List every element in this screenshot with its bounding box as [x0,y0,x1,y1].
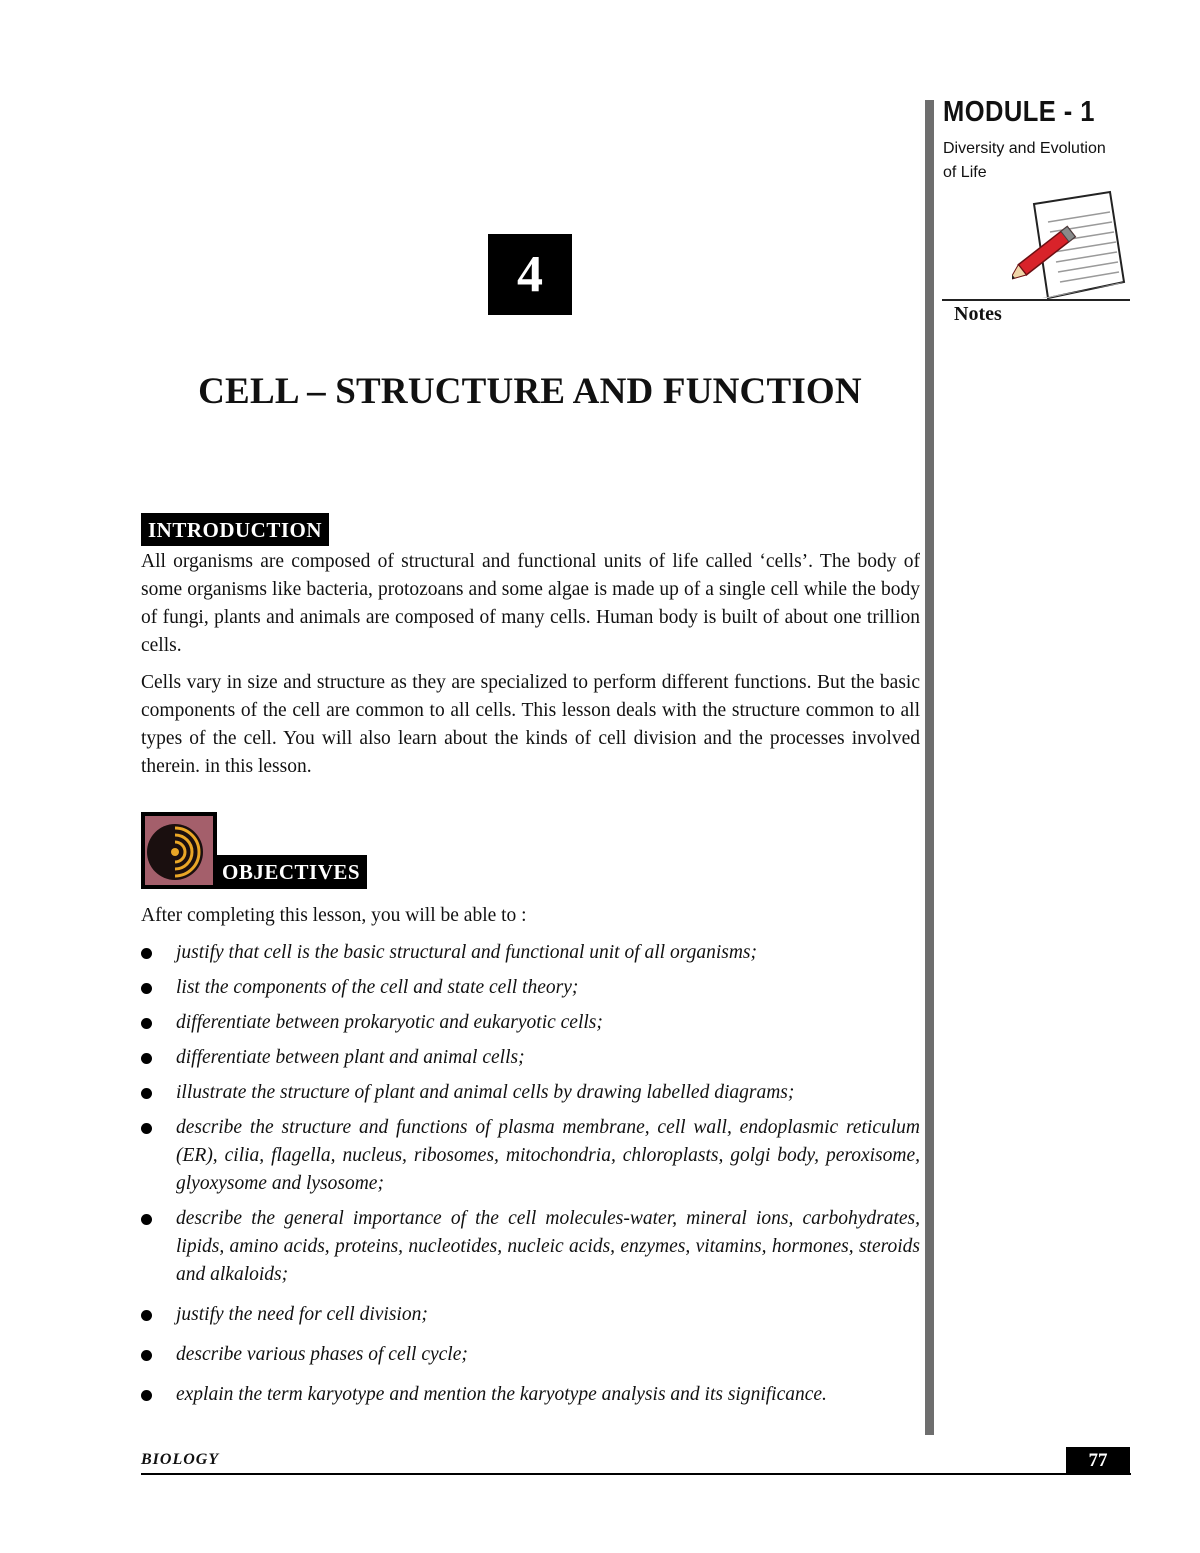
objective-item: describe the structure and functions of plasma membrane, cell wall, endoplasmic reticulum (ER), cilia, flagella, nucleus, ribosomes, mitochondria, chloroplasts, golgi body, peroxisome, glyoxysome and lysosome; [141,1114,920,1198]
page-number: 77 [1066,1447,1130,1475]
bullet-icon [141,948,152,959]
objective-item: describe the general importance of the cell molecules-water, mineral ions, carbohydrates, lipids, amino acids, proteins, nucleotides, nucleic acids, enzymes, vitamins, hormones, steroids and alkaloids; [141,1205,920,1289]
bullet-icon [141,1214,152,1225]
bullet-icon [141,1053,152,1064]
bullet-icon [141,1390,152,1401]
notes-label: Notes [954,303,1002,325]
chapter-number: 4 [488,234,572,315]
bullet-icon [141,1310,152,1321]
intro-paragraph-1: All organisms are composed of structural and functional units of life called ‘cells’. The body of some organisms like bacteria, protozoans and some algae is made up of a single cell while the body of fungi, plants and animals are composed of many cells. Human body is built of about one trillion cells. [141,551,920,656]
bullet-icon [141,1088,152,1099]
objective-item: differentiate between prokaryotic and eukaryotic cells; [141,1009,920,1037]
chapter-title: CELL – STRUCTURE AND FUNCTION [198,371,862,412]
objective-item: illustrate the structure of plant and animal cells by drawing labelled diagrams; [141,1079,920,1107]
objectives-lead: After completing this lesson, you will be able to : [141,905,527,926]
introduction-heading: INTRODUCTION [141,513,329,546]
objectives-list [141,939,920,1416]
footer-rule [141,1473,1131,1475]
bullet-icon [141,983,152,994]
objective-item: describe various phases of cell cycle; [141,1341,920,1369]
objective-item: differentiate between plant and animal cells; [141,1044,920,1072]
objective-item: explain the term karyotype and mention the karyotype analysis and its significance. [141,1381,920,1409]
sidebar-divider [925,100,934,1435]
objectives-target-icon [145,816,213,885]
objectives-heading: OBJECTIVES [215,855,367,889]
bullet-icon [141,1018,152,1029]
objective-item: justify that cell is the basic structural and functional unit of all organisms; [141,939,920,967]
bullet-icon [141,1123,152,1134]
footer-subject: BIOLOGY [141,1451,220,1468]
intro-paragraph-2: Cells vary in size and structure as they are specialized to perform different functions. But the basic components of the cell are common to all cells. This lesson deals with the structure common to all types of the cell. You will also learn about the kinds of cell division and the processes involved therein. in this lesson. [141,672,920,777]
bullet-icon [141,1350,152,1361]
notes-rule [942,299,1130,301]
module-subtitle-line2: of Life [943,164,987,181]
module-subtitle-line1: Diversity and Evolution [943,140,1106,157]
objective-item: list the components of the cell and state cell theory; [141,974,920,1002]
module-subtitle [943,137,1143,185]
module-title: MODULE - 1 [943,96,1095,128]
objective-item: justify the need for cell division; [141,1301,920,1329]
